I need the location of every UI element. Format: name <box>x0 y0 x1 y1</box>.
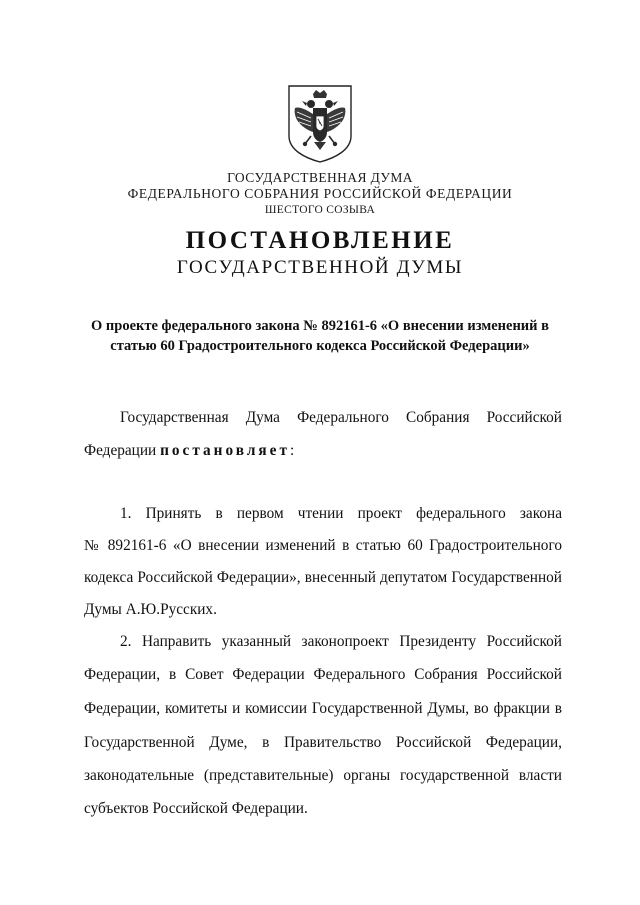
item-2-line-3: Федерации, комитеты и комиссии Государственной Думы, во фракции в <box>84 700 562 717</box>
preamble-prefix: Федерации <box>84 442 161 459</box>
law-title-line-2: статью 60 Градостроительного кодекса Российской Федерации» <box>110 338 530 354</box>
document-subtitle: ГОСУДАРСТВЕННОЙ ДУМЫ <box>176 257 464 278</box>
coat-of-arms-emblem <box>283 84 357 164</box>
org-name-line-2: ФЕДЕРАЛЬНОГО СОБРАНИЯ РОССИЙСКОЙ ФЕДЕРАЦИИ <box>127 186 513 201</box>
preamble-line-1: Государственная Дума Федерального Собрания Российской <box>120 409 562 426</box>
law-title-line-1: О проекте федерального закона № 892161-6 «О внесении изменений в <box>91 318 549 334</box>
org-name-line-1: ГОСУДАРСТВЕННАЯ ДУМА <box>227 170 413 185</box>
decides-word: постановляет <box>160 442 290 459</box>
preamble-colon: : <box>289 442 295 459</box>
convocation-label: ШЕСТОГО СОЗЫВА <box>264 204 376 216</box>
item-1-line-1: 1. Принять в первом чтении проект федерального закона <box>120 505 562 522</box>
item-2-line-4: Государственной Думе, в Правительство Российской Федерации, <box>84 734 562 751</box>
document-title: ПОСТАНОВЛЕНИЕ <box>185 227 455 254</box>
item-2-line-6: субъектов Российской Федерации. <box>84 800 308 817</box>
item-2-line-5: законодательные (представительные) органы государственной власти <box>84 767 562 784</box>
item-2-line-2: Федерации, в Совет Федерации Федерального Собрания Российской <box>84 666 562 683</box>
item-1-line-2: № 892161-6 «О внесении изменений в статью 60 Градостроительного <box>84 537 562 554</box>
item-2-line-1: 2. Направить указанный законопроект Президенту Российской <box>120 633 562 650</box>
item-1-line-3: кодекса Российской Федерации», внесенный депутатом Государственной <box>84 569 562 586</box>
item-1-line-4: Думы А.Ю.Русских. <box>84 601 217 618</box>
preamble-line-2 <box>84 441 294 461</box>
